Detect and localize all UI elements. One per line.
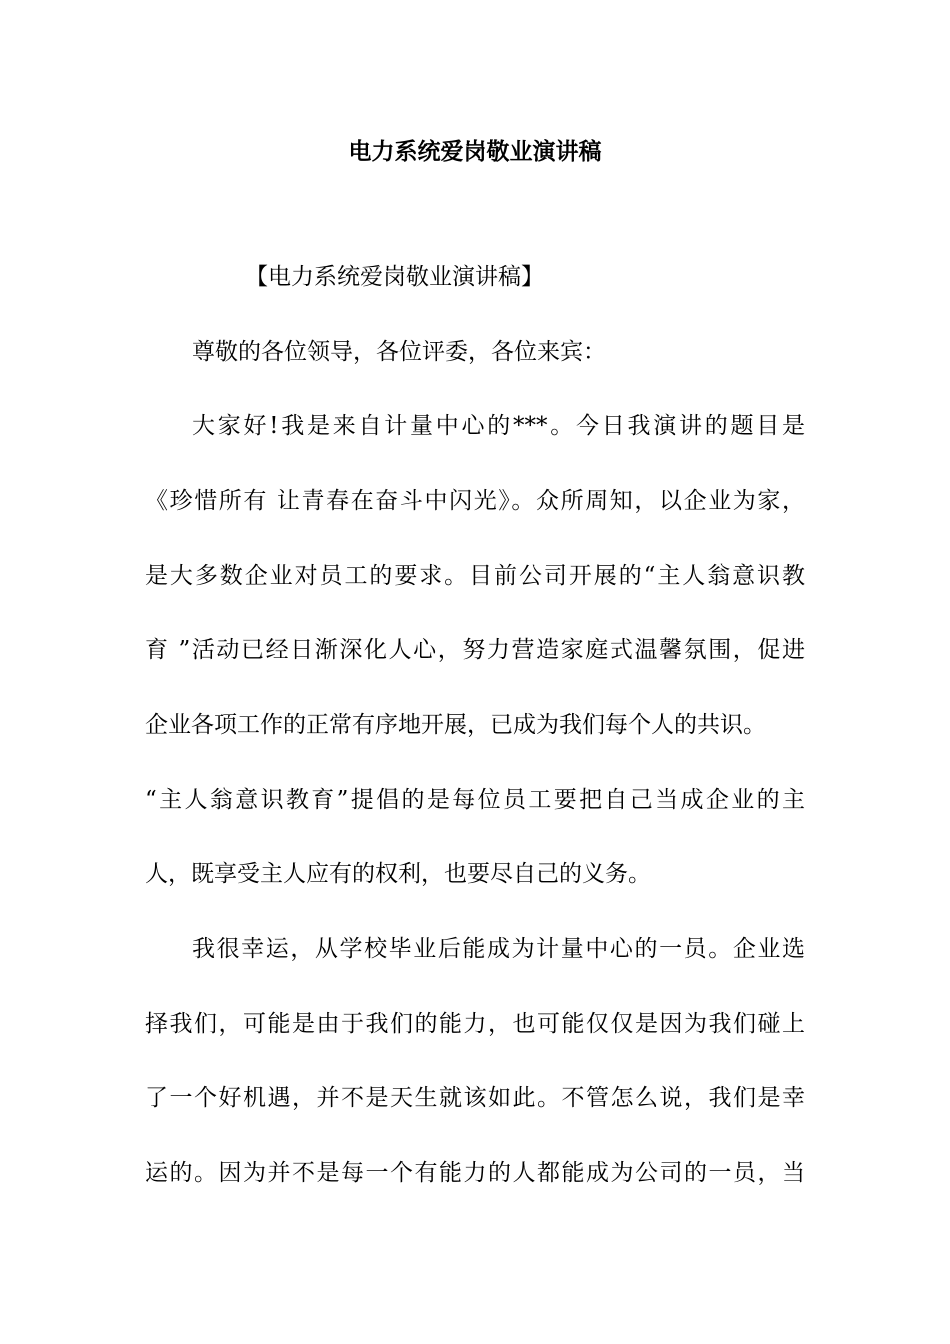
text-line: 大家好!我是来自计量中心的***。今日我演讲的题目是	[192, 413, 805, 439]
text-line: 是大多数企业对员工的要求。目前公司开展的“主人翁意识教	[145, 563, 805, 589]
text-line: 人，既享受主人应有的权利，也要尽自己的义务。	[145, 861, 651, 887]
text-line: 我很幸运，从学校毕业后能成为计量中心的一员。企业选	[192, 936, 805, 962]
document-title: 电力系统爱岗敬业演讲稿	[348, 139, 602, 165]
text-line: 运的。因为并不是每一个有能力的人都能成为公司的一员，当	[145, 1160, 805, 1186]
text-line-salutation: 尊敬的各位领导，各位评委，各位来宾：	[192, 339, 606, 365]
text-line: “主人翁意识教育”提倡的是每位员工要把自己当成企业的主	[145, 787, 805, 813]
text-line: 了一个好机遇，并不是天生就该如此。不管怎么说，我们是幸	[145, 1085, 805, 1111]
text-line: 《珍惜所有 让青春在奋斗中闪光》。众所周知，以企业为家，	[145, 488, 805, 514]
text-line: 企业各项工作的正常有序地开展，已成为我们每个人的共识。	[145, 712, 766, 738]
text-line: 育 ”活动已经日渐深化人心，努力营造家庭式温馨氛围，促进	[145, 637, 805, 663]
text-line: 择我们，可能是由于我们的能力，也可能仅仅是因为我们碰上	[145, 1011, 805, 1037]
text-line-section-heading: 【电力系统爱岗敬业演讲稿】	[245, 264, 544, 290]
